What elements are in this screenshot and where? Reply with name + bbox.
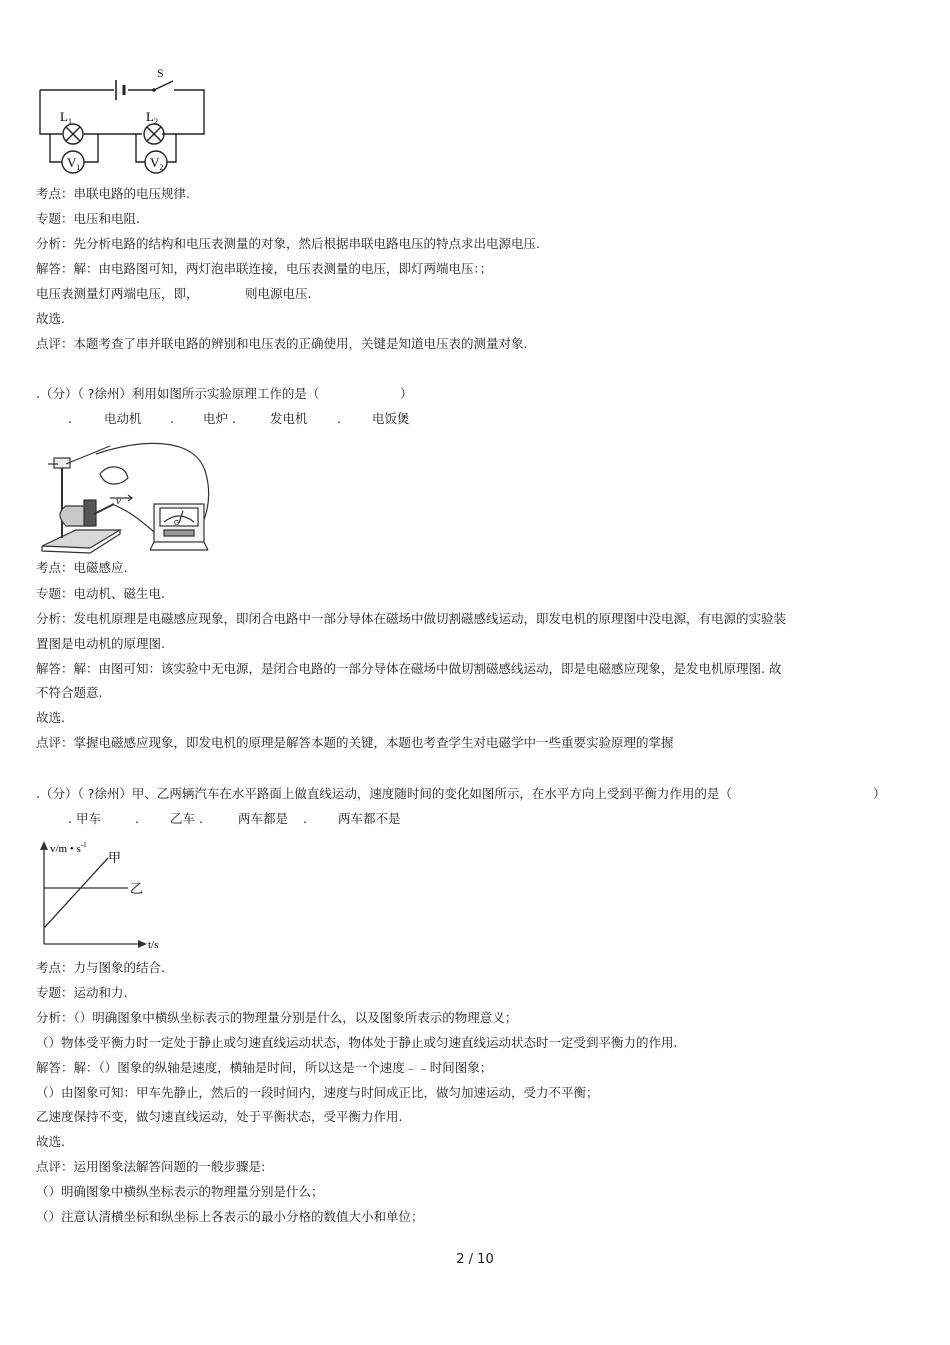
voltmeter2-label: V (150, 155, 160, 170)
q1-jieda-2b: 则电源电压. (245, 286, 312, 301)
q3-dianping-2: （）明确图象中横纵坐标表示的物理量分别是什么； (36, 1184, 324, 1199)
q3-option-c[interactable]: 两车都是 (238, 811, 289, 826)
y-axis-arrow (40, 841, 48, 850)
q2-fenxi-2: 置图是电动机的原理图. (36, 636, 165, 651)
circuit-diagram (34, 64, 210, 182)
q2-option-a-marker: . (68, 411, 72, 426)
q3-option-a[interactable]: . 甲车 (68, 811, 101, 826)
q3-stem-end: ） (873, 786, 886, 801)
svg-text:V1 (67, 155, 80, 172)
q3-answer: 故选. (36, 1134, 65, 1149)
q1-jieda-1: 解答：解：由电路图可知，两灯泡串联连接，电压表测量的电压，即灯两端电压：； (36, 261, 493, 276)
q3-stem: .（分）（ ?徐州）甲、乙两辆汽车在水平路面上做直线运动，速度随时间的变化如图所示，在水平方向上受到平衡力作用的是（ (36, 786, 732, 801)
q3-fenxi-2: （）物体受平衡力时一定处于静止或匀速直线运动状态，物体处于静止或匀速直线运动状态时一定受到平衡力的作用. (36, 1035, 678, 1050)
x-axis-label: t/s (148, 939, 159, 951)
series-jia-line (44, 858, 108, 928)
q1-answer: 故选. (36, 311, 65, 326)
q3-dianping-3: （）注意认清横坐标和纵坐标上各表示的最小分格的数值大小和单位； (36, 1209, 424, 1224)
q3-option-d[interactable]: 两车都不是 (338, 811, 401, 826)
page-number: 2 / 10 (456, 1252, 494, 1267)
q2-option-d-marker: . (337, 411, 341, 426)
velocity-label: v (116, 495, 121, 507)
q2-stem: .（分）（ ?徐州）利用如图所示实验原理工作的是（ (36, 386, 320, 401)
q3-jieda-2: （）由图象可知：甲车先静止，然后的一段时间内，速度与时间成正比，做匀加速运动，受力不平衡； (36, 1085, 599, 1100)
voltmeter1-sub: 1 (76, 163, 81, 172)
q2-zhuanti: 专题：电动机、磁生电. (36, 586, 165, 601)
switch-label: S (157, 66, 164, 80)
q2-jieda-1: 解答：解：由图可知：该实验中无电源，是闭合电路的一部分导体在磁场中做切割磁感线运动，即是电磁感应现象，是发电机原理图. 故 (36, 661, 782, 676)
q1-dianping: 点评：本题考查了串并联电路的辨别和电压表的正确使用，关键是知道电压表的测量对象. (36, 336, 528, 351)
q3-jieda-3: 乙速度保持不变，做匀速直线运动，处于平衡状态，受平衡力作用. (36, 1109, 403, 1124)
q1-fenxi: 分析：先分析电路的结构和电压表测量的对象，然后根据串联电路电压的特点求出电源电压. (36, 236, 540, 251)
svg-text:L1 (60, 109, 72, 126)
q3-kaodian: 考点：力与图象的结合. (36, 960, 165, 975)
y-axis-label: v/m • s (50, 843, 81, 855)
x-axis-arrow (138, 940, 147, 948)
q1-jieda-2: 电压表测量灯两端电压，即， (36, 286, 199, 301)
q2-option-b-marker: . (170, 411, 174, 426)
voltmeter1-label: V (67, 155, 77, 170)
q1-zhuanti: 专题：电压和电阻. (36, 211, 140, 226)
q3-jieda-1: 解答：解：（）图象的纵轴是速度，横轴是时间，所以这是一个速度﹣﹣时间图象； (36, 1060, 493, 1075)
svg-text:L2 (146, 109, 158, 126)
galvanometer-label: G (174, 520, 180, 527)
q3-option-b-marker: . (135, 811, 139, 826)
q2-fenxi-1: 分析：发电机原理是电磁感应现象，即闭合电路中一部分导体在磁场中做切割磁感线运动，即发电机的原理图中没电源，有电源的实验装 (36, 611, 787, 626)
q3-fenxi-1: 分析：（）明确图象中横纵坐标表示的物理量分别是什么，以及图象所表示的物理意义； (36, 1010, 518, 1025)
series-jia-label: 甲 (108, 851, 122, 866)
q3-option-b[interactable]: 乙车 . (170, 811, 203, 826)
q3-dianping-1: 点评：运用图象法解答问题的一般步骤是: (36, 1159, 266, 1174)
y-axis-label-sup: -1 (80, 841, 87, 849)
q1-kaodian: 考点：串联电路的电压规律. (36, 186, 190, 201)
series-yi-label: 乙 (130, 882, 144, 897)
svg-text:V2 (150, 155, 163, 172)
q2-dianping: 点评：掌握电磁感应现象，即发电机的原理是解答本题的关键，本题也考查学生对电磁学中一些重要实验原理的掌握 (36, 735, 674, 750)
svg-text:v/m • s-1 (50, 841, 87, 855)
lamp1-label: L (60, 109, 68, 124)
q3-option-d-marker: . (303, 811, 307, 826)
q2-option-b[interactable]: 电炉 . (203, 411, 236, 426)
q2-answer: 故选. (36, 710, 65, 725)
q2-kaodian: 考点：电磁感应. (36, 560, 128, 575)
q2-option-c[interactable]: 发电机 (270, 411, 308, 426)
q3-zhuanti: 专题：运动和力. (36, 985, 128, 1000)
lamp2-sub: 2 (153, 117, 158, 126)
q2-jieda-2: 不符合题意. (36, 685, 103, 700)
q2-option-a[interactable]: 电动机 (104, 411, 142, 426)
induction-apparatus-figure (36, 434, 216, 556)
lamp2-label: L (146, 109, 154, 124)
velocity-time-graph (36, 838, 166, 954)
q2-option-d[interactable]: 电饭煲 (372, 411, 410, 426)
lamp1-sub: 1 (67, 117, 72, 126)
q2-stem-end: ） (400, 386, 413, 401)
voltmeter2-sub: 2 (159, 163, 164, 172)
